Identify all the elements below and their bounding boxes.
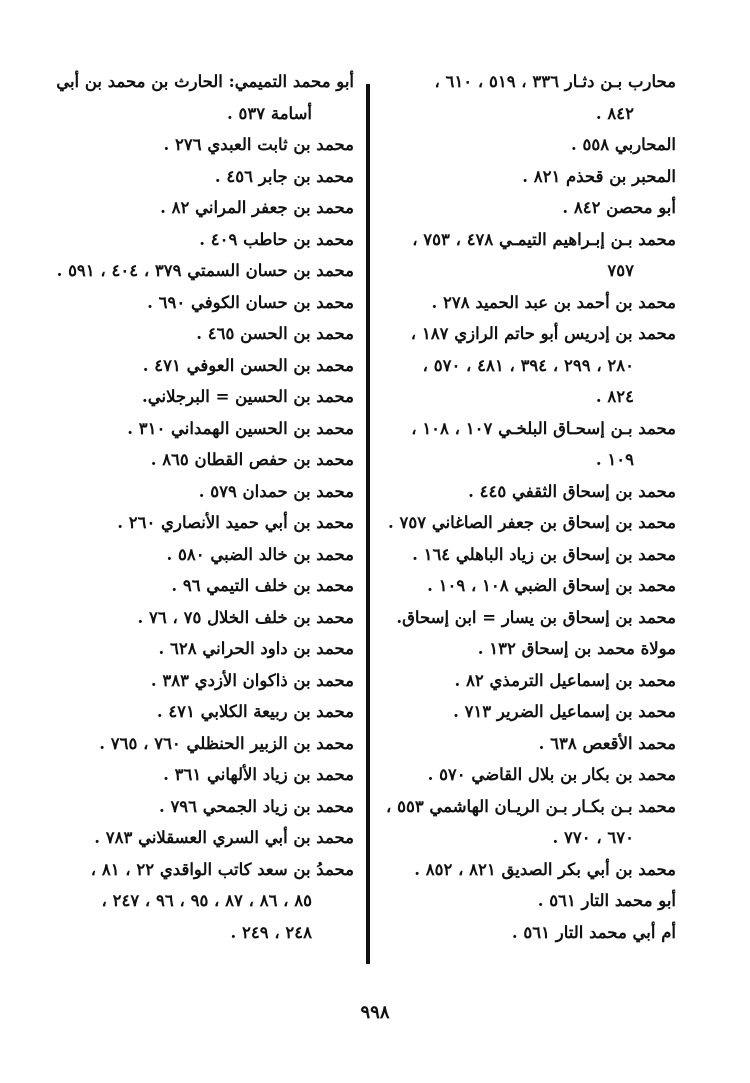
index-entry [384, 759, 676, 791]
index-column-left [56, 66, 354, 948]
index-entry [72, 570, 354, 602]
entry-text: محمد بن أبي بكر الصديق ٨٢١ ، ٨٥٢ . [414, 859, 676, 879]
entry-text: محمد بن أحمد بن عبد الحميد ٢٧٨ . [431, 292, 676, 312]
entry-text: محمد بن إسحاق الثقفي ٤٤٥ . [468, 481, 676, 501]
index-entry [72, 602, 354, 634]
entry-text: محمد بن حسان السمتي ٣٧٩ ، ٤٠٤ ، ٥٩١ . [56, 261, 354, 280]
entry-text: محمد بن ربيعة الكلابي ٤٧١ . [156, 702, 354, 721]
index-entry [384, 854, 676, 886]
entry-text: المحاربي ٥٥٨ . [571, 135, 676, 154]
entry-text: محمد بـن إبـراهيم التيمـي ٤٧٨ ، ٧٥٣ ، [412, 229, 676, 249]
entry-text: محارب بـن دثـار ٣٣٦ ، ٥١٩ ، ٦١٠ ، [434, 72, 676, 91]
index-entry [384, 224, 676, 287]
index-entry [384, 287, 676, 319]
entry-continuation: ٨٢٤ . [595, 387, 634, 406]
entry-text: محمد بن زياد الجمحي ٧٩٦ . [158, 796, 354, 816]
entry-text: محمد بن خلف الخلال ٧٥ ، ٧٦ . [137, 607, 354, 627]
index-entry [384, 129, 676, 161]
index-entry [72, 633, 354, 665]
entry-text: محمد بن حفص القطان ٨٦٥ . [150, 450, 354, 469]
index-entry [72, 507, 354, 539]
entry-text: محمد بن زياد الألهاني ٣٦١ . [163, 765, 354, 784]
index-entry [384, 917, 676, 949]
entry-text: محمد بن الحسن العوفي ٤٧١ . [142, 355, 354, 375]
entry-text: محمد بن بكار بن بلال القاضي ٥٧٠ . [427, 765, 676, 784]
entry-text: محمد بن إسماعيل الضرير ٧١٣ . [453, 702, 676, 721]
index-entry [384, 507, 676, 539]
index-entry [72, 129, 354, 161]
entry-text: محمد بن حمدان ٥٧٩ . [198, 481, 354, 501]
entry-text: محمد بن إسحاق الضبي ١٠٨ ، ١٠٩ . [427, 576, 676, 595]
entry-text: محمد الأقعص ٦٣٨ . [538, 733, 676, 753]
entry-text: محمد بـن بكـار بـن الريـان الهاشمي ٥٥٣ ، [386, 796, 676, 816]
index-entry [72, 665, 354, 697]
index-entry [72, 413, 354, 445]
index-entry [384, 539, 676, 571]
entry-text: أبو محمد التميمي: الحارث بن محمد بن أبي [56, 72, 354, 91]
index-entry [384, 318, 676, 413]
entry-text: محمد بن الحسين الهمداني ٣١٠ . [127, 418, 354, 438]
entry-text: محمد بن جعفر المراني ٨٢ . [160, 198, 354, 217]
entry-continuation: ١٠٩ . [595, 450, 634, 469]
entry-text: محمد بن الزبير الحنظلي ٧٦٠ ، ٧٦٥ . [99, 733, 354, 753]
entry-text: أبو محصن ٨٤٢ . [562, 198, 676, 217]
entry-text: محمدُ بن سعد كاتب الواقدي ٢٢ ، ٨١ ، [90, 859, 354, 879]
index-entry [384, 476, 676, 508]
entry-text: محمد بـن إسحـاق البلخـي ١٠٧ ، ١٠٨ ، [411, 418, 676, 438]
entry-continuation: ٦٧٠ ، ٧٧٠ . [552, 828, 634, 847]
entry-text: محمد بن خلف التيمي ٩٦ . [171, 576, 354, 595]
entry-text: محمد بن ثابت العبدي ٢٧٦ . [163, 135, 354, 154]
index-entry [384, 633, 676, 665]
index-entry [72, 381, 354, 413]
index-entry [72, 350, 354, 382]
index-entry [72, 444, 354, 476]
index-entry [72, 759, 354, 791]
entry-text: أبو محمد التار ٥٦١ . [537, 891, 676, 910]
entry-text: محمد بن إدريس أبو حاتم الرازي ١٨٧ ، [410, 324, 676, 343]
index-entry [72, 318, 354, 350]
index-column-right [384, 66, 676, 948]
entry-text: محمد بن الحسين = البرجلاني. [142, 387, 354, 406]
index-entry [72, 161, 354, 193]
index-entry [72, 791, 354, 823]
index-entry [384, 66, 676, 129]
entry-continuation: ٨٥ ، ٨٦ ، ٨٧ ، ٩٥ ، ٩٦ ، ٢٤٧ ، [101, 891, 312, 910]
index-entry [72, 728, 354, 760]
index-entry [56, 255, 354, 287]
index-entry [384, 602, 676, 634]
entry-text: محمد بن خالد الضبي ٥٨٠ . [166, 544, 354, 564]
index-entry [384, 161, 676, 193]
entry-text: محمد بن حاطب ٤٠٩ . [199, 229, 354, 249]
entry-text: محمد بن أبي حميد الأنصاري ٢٦٠ . [117, 513, 354, 532]
entry-text: المحبر بن قحذم ٨٢١ . [522, 166, 676, 186]
entry-text: أم أبي محمد التار ٥٦١ . [511, 922, 676, 942]
entry-continuation: ٢٤٨ ، ٢٤٩ . [230, 922, 312, 942]
index-entry [56, 66, 354, 129]
entry-text: محمد بن إسحاق بن يسار = ابن إسحاق. [396, 607, 676, 627]
entry-text: محمد بن داود الحراني ٦٢٨ . [158, 639, 354, 658]
entry-text: مولاة محمد بن إسحاق ١٣٢ . [477, 639, 676, 658]
index-entry [72, 192, 354, 224]
entry-text: محمد بن الحسن ٤٦٥ . [196, 324, 354, 343]
index-entry [384, 728, 676, 760]
entry-text: محمد بن حسان الكوفي ٦٩٠ . [147, 292, 354, 312]
index-entry [72, 287, 354, 319]
entry-text: محمد بن ذاكوان الأزدي ٣٨٣ . [150, 670, 354, 690]
entry-continuation: ٢٨٠ ، ٢٩٩ ، ٣٩٤ ، ٤٨١ ، ٥٧٠ ، [422, 355, 634, 375]
entry-text: محمد بن جابر ٤٥٦ . [214, 166, 354, 186]
index-entry [72, 539, 354, 571]
entry-continuation: ٧٥٧ [607, 261, 634, 280]
index-entry [72, 822, 354, 854]
index-entry [72, 476, 354, 508]
index-entry [72, 696, 354, 728]
index-entry [384, 192, 676, 224]
index-entry [384, 696, 676, 728]
index-entry [384, 665, 676, 697]
entry-text: محمد بن إسماعيل الترمذي ٨٢ . [454, 670, 676, 690]
entry-continuation: ٨٤٢ . [595, 103, 634, 123]
index-entry [384, 570, 676, 602]
column-divider [366, 84, 370, 964]
page-number: ٩٩٨ [360, 1002, 390, 1023]
index-entry [72, 854, 354, 949]
entry-text: محمد بن أبي السري العسقلاني ٧٨٣ . [94, 828, 354, 847]
index-entry [384, 791, 676, 854]
entry-text: محمد بن إسحاق بن زياد الباهلي ١٦٤ . [412, 544, 676, 564]
index-entry [72, 224, 354, 256]
entry-continuation: أسامة ٥٣٧ . [227, 103, 312, 123]
index-entry [384, 885, 676, 917]
entry-text: محمد بن إسحاق بن جعفر الصاغاني ٧٥٧ . [387, 513, 676, 532]
index-entry [384, 413, 676, 476]
